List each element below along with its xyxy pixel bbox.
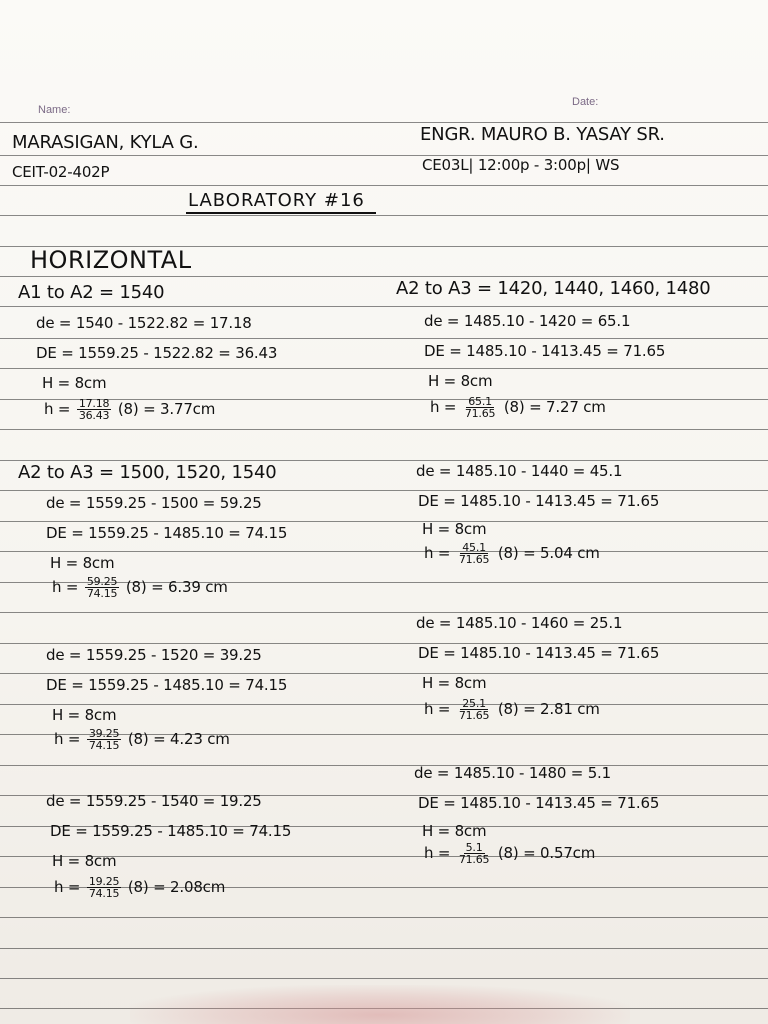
ruled-line: [0, 704, 768, 705]
title-underline: [186, 212, 376, 214]
h-fraction: [77, 398, 112, 421]
left-c3-DE: DE = 1559.25 - 1485.10 = 74.15: [50, 822, 292, 840]
right-c3-de: de = 1485.10 - 1460 = 25.1: [416, 614, 623, 632]
right-c4-h: [424, 842, 595, 865]
left-a2a3-title: A2 to A3 = 1500, 1520, 1540: [18, 462, 277, 483]
ruled-line: [0, 368, 768, 369]
ruled-line: [0, 673, 768, 674]
ruled-line: [0, 215, 768, 216]
lab-title: LABORATORY #16: [188, 190, 365, 211]
ruled-line: [0, 429, 768, 430]
ruled-line: [0, 185, 768, 186]
ruled-line: [0, 948, 768, 949]
h-prefix: h =: [54, 730, 81, 748]
h-prefix: h =: [54, 878, 81, 896]
ruled-line: [0, 765, 768, 766]
class-schedule: CE03L| 12:00p - 3:00p| WS: [422, 156, 620, 174]
student-section: CEIT-02-402P: [12, 163, 110, 181]
left-a1a2-de: de = 1540 - 1522.82 = 17.18: [36, 314, 252, 332]
h-denominator: 74.15: [86, 587, 118, 600]
right-c3-DE: DE = 1485.10 - 1413.45 = 71.65: [418, 644, 660, 662]
left-c2-h: [54, 728, 230, 751]
h-numerator: 59.25: [86, 575, 118, 588]
h-fraction: [457, 698, 492, 721]
left-c1-H: H = 8cm: [50, 554, 115, 572]
right-c2-de: de = 1485.10 - 1440 = 45.1: [416, 462, 623, 480]
h-prefix: h =: [430, 398, 457, 416]
ruled-line: [0, 917, 768, 918]
left-a1a2-title: A1 to A2 = 1540: [18, 282, 165, 303]
h-result: (8) = 0.57cm: [497, 844, 596, 862]
h-result: (8) = 2.81 cm: [497, 700, 600, 718]
h-denominator: 36.43: [78, 409, 110, 422]
left-a1a2-H: H = 8cm: [42, 374, 107, 392]
ruled-line: [0, 612, 768, 613]
right-c3-h: [424, 698, 600, 721]
h-fraction: [87, 876, 122, 899]
h-result: (8) = 6.39 cm: [125, 578, 228, 596]
h-numerator: 65.1: [468, 395, 492, 408]
left-c3-de: de = 1559.25 - 1540 = 19.25: [46, 792, 262, 810]
h-prefix: h =: [424, 700, 451, 718]
h-fraction: [457, 842, 492, 865]
right-c2-H: H = 8cm: [422, 520, 487, 538]
h-denominator: 71.65: [464, 407, 496, 420]
h-numerator: 25.1: [462, 697, 486, 710]
left-c3-h: [54, 876, 225, 899]
h-prefix: h =: [44, 400, 71, 418]
h-result: (8) = 4.23 cm: [127, 730, 230, 748]
h-fraction: [463, 396, 498, 419]
h-fraction: [87, 728, 122, 751]
h-denominator: 71.65: [458, 853, 490, 866]
ruled-line: [0, 122, 768, 123]
name-label: Name:: [38, 104, 71, 116]
right-c4-DE: DE = 1485.10 - 1413.45 = 71.65: [418, 794, 660, 812]
ruled-line: [0, 521, 768, 522]
h-prefix: h =: [52, 578, 79, 596]
right-c1-de: de = 1485.10 - 1420 = 65.1: [424, 312, 631, 330]
instructor-name: ENGR. MAURO B. YASAY SR.: [420, 124, 665, 145]
right-c2-h: [424, 542, 600, 565]
left-a1a2-h: [44, 398, 215, 421]
student-name: MARASIGAN, KYLA G.: [12, 132, 199, 153]
finger-smudge: [130, 985, 630, 1024]
h-result: (8) = 7.27 cm: [503, 398, 606, 416]
h-denominator: 74.15: [88, 887, 120, 900]
right-c4-de: de = 1485.10 - 1480 = 5.1: [414, 764, 611, 782]
left-c1-h: [52, 576, 228, 599]
h-denominator: 71.65: [458, 709, 490, 722]
left-c2-de: de = 1559.25 - 1520 = 39.25: [46, 646, 262, 664]
right-a2a3-title: A2 to A3 = 1420, 1440, 1460, 1480: [396, 278, 711, 299]
right-c4-H: H = 8cm: [422, 822, 487, 840]
ruled-line: [0, 338, 768, 339]
ruled-line: [0, 306, 768, 307]
section-heading: HORIZONTAL: [30, 246, 192, 274]
left-c2-H: H = 8cm: [52, 706, 117, 724]
h-numerator: 45.1: [462, 541, 486, 554]
h-prefix: h =: [424, 844, 451, 862]
ruled-line: [0, 490, 768, 491]
right-c1-H: H = 8cm: [428, 372, 493, 390]
h-denominator: 71.65: [458, 553, 490, 566]
left-a1a2-DE: DE = 1559.25 - 1522.82 = 36.43: [36, 344, 278, 362]
right-c2-DE: DE = 1485.10 - 1413.45 = 71.65: [418, 492, 660, 510]
left-c3-H: H = 8cm: [52, 852, 117, 870]
right-c1-DE: DE = 1485.10 - 1413.45 = 71.65: [424, 342, 666, 360]
h-numerator: 17.18: [78, 397, 110, 410]
ruled-line: [0, 276, 768, 277]
h-result: (8) = 5.04 cm: [497, 544, 600, 562]
date-label: Date:: [572, 96, 599, 108]
h-numerator: 39.25: [88, 727, 120, 740]
h-prefix: h =: [424, 544, 451, 562]
ruled-line: [0, 551, 768, 552]
h-result: (8) = 2.08cm: [127, 878, 226, 896]
left-c1-de: de = 1559.25 - 1500 = 59.25: [46, 494, 262, 512]
h-denominator: 74.15: [88, 739, 120, 752]
right-c1-h: [430, 396, 606, 419]
ruled-line: [0, 460, 768, 461]
ruled-line: [0, 155, 768, 156]
right-c3-H: H = 8cm: [422, 674, 487, 692]
h-fraction: [457, 542, 492, 565]
left-c2-DE: DE = 1559.25 - 1485.10 = 74.15: [46, 676, 288, 694]
h-fraction: [85, 576, 120, 599]
ruled-line: [0, 978, 768, 979]
h-numerator: 5.1: [465, 841, 483, 854]
h-result: (8) = 3.77cm: [117, 400, 216, 418]
left-c1-DE: DE = 1559.25 - 1485.10 = 74.15: [46, 524, 288, 542]
h-numerator: 19.25: [88, 875, 120, 888]
